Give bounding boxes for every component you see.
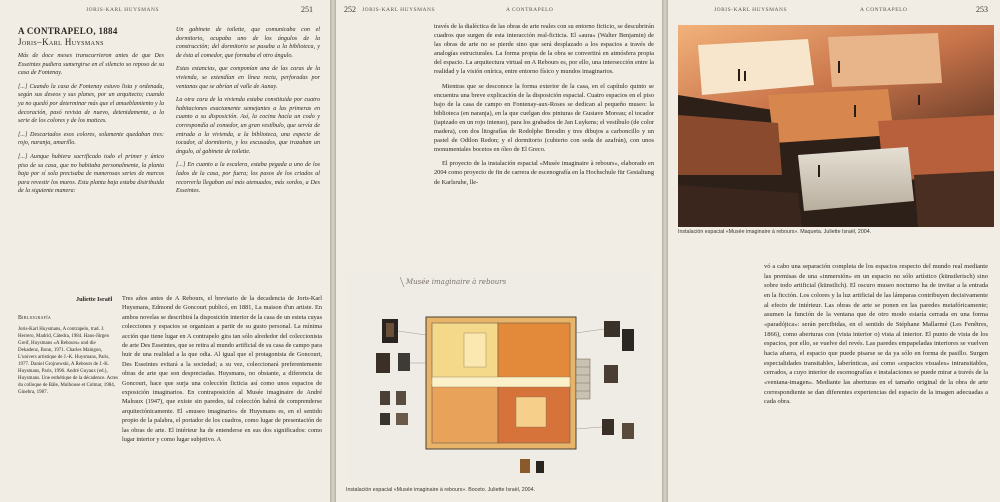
page-253 [668, 0, 1000, 502]
essay-body: vó a cabo una separación completa de los espacios respecto del mundo real mediante las premisas de una «inmersión» en un espacio no sólo artístico (künstlerisch) sino sobre todo artificial (künstlich). El oscuro museo nocturno ha de invitar a la entrada en la ficción. Los colores y la luz artificial de las lámparas contribuyen decisivamente al efecto de intérieur. Las obras de arte se ponen en las paredes metafóricamente; asumen la función de la ventana que de otro modo estaría cerrada en una forma «paradójica»: serán percibidas, en el sentido de Stéphane Mallarmé (Les Fenêtres, 1866), como aberturas con (vista interior o) vista al interior. El punto de vista de los espacios, por ello, se vuelve del revés. Las paredes empapeladas interiores se vuelven hacia afuera, el espacio que puede pisarse se da ya sólo en forma de pasillo. Surgen especialidades transitables, laberínticas, así como «espacios visuales» intransitables, cerrados, a cuyo interior de escenografías e instalaciones se puede mirar a través de la «ventana-imagen». Mediante las aberturas en el tamaño original de la obra de arte correspondiente se dan diferentes experiencias del espacio de la imagen adecuadas a cada obra. [764, 263, 988, 406]
running-head: JORIS-KARL HUYSMANS [86, 7, 160, 13]
plan-handwritten-title: Musée imaginaire à rebours [406, 278, 507, 286]
quote-paragraph: Más de doce meses transcurrieron antes de que Des Esseintes pudiera sumergirse en el silencio so reposo de su casa de Fontenay. [18, 53, 164, 77]
floor-plan-drawing [346, 273, 652, 481]
page-number: 253 [976, 5, 988, 14]
essay-body: Tres años antes de A Rebours, el breviario de la decadencia de Joris-Karl Huysmans, Edmond de Goncourt publicó, en 1881, La maison d'un artiste. En ambos novelas se describirá la disposición interior de la casa de un esteta cuyas colecciones y espacios se organizan a partir de su gusto personal. La mínima acción que tiene lugar en A contrapelo gira tan sólo alrededor del coleccionista de arte Des Esseintes, que se retira al mundo artificial de su casa de campo para huir de una realidad a la que odia. Al igual que el protagonista de Goncourt, Des Esseintes evitará a la sociedad; a su vez, coleccionará preferentemente obras de arte que son despreciadas. Huysmans, no obstante, a diferencia de Goncourt, hace que surja una colección ficticia así como unos espacios de exposición imaginarios. En contraposición al Musée imaginaire de André Malraux (1947), que existe sin paredes, tal colección habrá de comprenderse arquitectónicamente. El «museo imaginario» de Huysmans es, en el sentido propio de la palabra, el portador de los cuadros, como lugar de presentación de las obras de arte. El intérieur ha de entenderse en sus dos significados: como lugar interior y como lugar subjetivo. A [122, 295, 322, 444]
quote-paragraph: [...] Cuando la casa de Fontenay estuvo lista y ordenada, según sus deseos y sus planes, por un arquitecto; cuando ya no quedó por determinar más que el amueblamiento y la decoración, pasó revista de nuevo, detenidamente, a la serie de los colores y de los matices. [18, 83, 164, 125]
running-head-title: A CONTRAPELO [860, 7, 908, 13]
quote-column-right [176, 26, 320, 196]
quote-paragraph: La otra cara de la vivienda estaba constituida por cuatro habitaciones exactamente semejantes a las primeras en cuanto a su disposición. Así, la cocina hacía un codo y correspondía al comedor, un gran vestíbulo, que servía de entrada a la vivienda, a la biblioteca, una especie de tocador, al dormitorio, y los excusados, que trazaban un ángulo, al gabinete de toilette. [176, 97, 320, 155]
quote-paragraph: [...] Aunque hubiera sacrificado todo el primer y único piso de su casa, que no habitaba personalmente, la planta baja por sí sola precisaba de numerosas series de marcos para revestir los muros. Esta planta baja estaba distribuida de la siguiente manera: [18, 153, 164, 195]
quote-paragraph: [...] Descartados esos colores, solamente quedaban tres: rojo, naranja, amarillo. [18, 131, 164, 147]
page-251 [0, 0, 330, 502]
model-photograph [678, 25, 994, 227]
quote-paragraph: [...] En cuanto a la escalera, estaba pegada a uno de los lados de la casa, por fuera; los pasos de los criados al recorrerla llegaban así más atenuados, más sordos, a Des Esseintes. [176, 162, 320, 195]
figure-caption: Instalación espacial «Musée imaginaire à rebours». Maqueta. Juliette Israël, 2004. [678, 229, 872, 235]
model-photo-image [678, 25, 994, 227]
quote-column-left [18, 26, 164, 196]
page-number: 252 [344, 5, 356, 14]
running-head-author: JORIS-KARL HUYSMANS [362, 7, 436, 13]
page-252 [336, 0, 662, 502]
page-number: 251 [301, 5, 313, 14]
body-paragraph: Mientras que se desconoce la forma exterior de la casa, en el capítulo quinto se encuentra una breve explicación de la disposición espacial. Cuatro espacios en el piso bajo de la casa de campo en Fontenay-aux-Roses se dedican al pequeño museo: la biblioteca (en naranja), en la que cuelgan dos pinturas de Gustave Moreau; el tocador (tapizado en un rojo intenso), para los grabados de Jan Luykens; el vestíbulo (de color madera), con dos litografías de Rodolphe Bresdin y tres dibujos a carboncillo y un pastel de Odilon Redon; y el dormitorio (cubierto con seda de azafrán), con unos monumentales bocetos en óleo de El Greco. [434, 82, 654, 154]
running-head-title: A CONTRAPELO [506, 7, 554, 13]
bibliography-text: Joris-Karl Huysmans, A contrapelo, trad. J. Herrero, Madrid, Cátedra, 1984. Hans-Jürgen Greif, Huysmans «A Rebours» und die Dekadenz, Bonn, 1971. Charles Maingon, L'univers artistique de J.-K. Huysmans, Paris, 1977. Daniel Grojnowski, A Rebours de J.-K. Huysmans, Paris, 1996. André Guyaux (ed.), Huysmans. Une esthétique de la décadence. Actes du colloque de Bâle, Mulhouse et Colmar, 1984, Ginebra, 1987. [18, 327, 118, 395]
essay-title: A CONTRAPELO, 1884 [18, 26, 118, 36]
figure-caption: Instalación espacial «Musée imaginaire à rebours». Boceto. Juliette Israël, 2004. [346, 487, 536, 493]
floor-plan-sketch [346, 273, 652, 481]
body-paragraph: El proyecto de la instalación espacial «Musée imaginaire à rebours», elaborado en 2004 como proyecto de fin de carrera de escenografía en la Hochschule für Gestaltung de Karlsruhe, lle- [434, 160, 654, 186]
quote-paragraph: Estas estancias, que componían una de las caras de la vivienda, se extendían en línea recta, perforadas por ventanas que se abrían al valle de Aunay. [176, 66, 320, 90]
quote-paragraph: Un gabinete de toilette, que comunicaba con el dormitorio, ocupaba uno de los ángulos de la construcción; del dormitorio se pasaba a la biblioteca, y de ésta al comedor, que formaba el otro ángulo. [176, 27, 320, 59]
body-paragraph: través de la dialéctica de las obras de arte reales con su entorno ficticio, se descubrirán cuadros que surgen de esta interacción real-ficticia. El «aura» (Walter Benjamin) de las obras de arte no se pierde sino que será desplazado a los espacios a través de analogías estructurales. La forma propia de la obra se convertirá en atmósfera propia del espacio. La arquitectura virtual en A Rebours es, por ello, una intersección entre la realidad y la visión onírica, entre entorno físico y mundos imaginarios. [434, 23, 654, 76]
bibliography-heading: Bibliografía [18, 315, 52, 321]
essay-author: Joris–Karl Huysmans [18, 37, 104, 47]
essay-author-credit: Juliette Israël [76, 296, 113, 303]
running-head-author: JORIS-KARL HUYSMANS [714, 7, 788, 13]
essay-body [434, 22, 654, 187]
